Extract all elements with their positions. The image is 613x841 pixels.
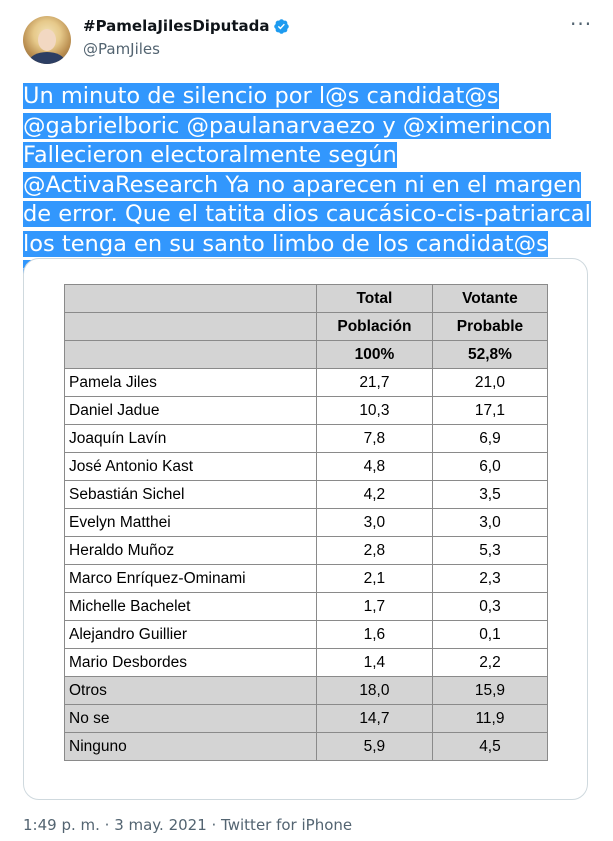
table-header-row (65, 285, 548, 313)
table-row (65, 649, 548, 677)
header-cell: Total (316, 285, 432, 313)
candidate-name-cell: Alejandro Guillier (65, 621, 317, 649)
total-cell: 2,1 (316, 565, 432, 593)
table-row (65, 733, 548, 761)
probable-cell: 21,0 (432, 369, 547, 397)
total-cell: 1,7 (316, 593, 432, 621)
table-row (65, 397, 548, 425)
avatar[interactable] (23, 16, 71, 64)
total-cell: 10,3 (316, 397, 432, 425)
tweet-timestamp[interactable]: 1:49 p. m. · 3 may. 2021 · Twitter for iPhone (23, 816, 353, 834)
table-header-row (65, 313, 548, 341)
table-row (65, 593, 548, 621)
author-handle[interactable]: @PamJiles (83, 40, 160, 58)
probable-cell: 6,9 (432, 425, 547, 453)
header-blank-cell (65, 341, 317, 369)
candidate-name-cell: Marco Enríquez-Ominami (65, 565, 317, 593)
probable-cell: 3,0 (432, 509, 547, 537)
total-cell: 14,7 (316, 705, 432, 733)
table-row (65, 677, 548, 705)
probable-cell: 3,5 (432, 481, 547, 509)
probable-cell: 0,1 (432, 621, 547, 649)
candidate-name-cell: Pamela Jiles (65, 369, 317, 397)
total-cell: 1,6 (316, 621, 432, 649)
more-options-icon[interactable]: ··· (570, 12, 593, 36)
candidate-name-cell: Daniel Jadue (65, 397, 317, 425)
avatar-face (38, 29, 56, 51)
total-cell: 4,2 (316, 481, 432, 509)
author-name[interactable]: #PamelaJilesDiputada (83, 17, 270, 35)
header-blank-cell (65, 313, 317, 341)
total-cell: 1,4 (316, 649, 432, 677)
table-row (65, 537, 548, 565)
candidate-name-cell: Sebastián Sichel (65, 481, 317, 509)
candidate-name-cell: Evelyn Matthei (65, 509, 317, 537)
table-row (65, 453, 548, 481)
table-row (65, 621, 548, 649)
probable-cell: 15,9 (432, 677, 547, 705)
table-row (65, 565, 548, 593)
candidate-name-cell: Heraldo Muñoz (65, 537, 317, 565)
poll-table (64, 284, 548, 761)
total-cell: 5,9 (316, 733, 432, 761)
probable-cell: 5,3 (432, 537, 547, 565)
candidate-name-cell: Otros (65, 677, 317, 705)
table-row (65, 705, 548, 733)
tweet-image[interactable] (23, 258, 588, 800)
total-cell: 4,8 (316, 453, 432, 481)
probable-cell: 4,5 (432, 733, 547, 761)
header-cell: 100% (316, 341, 432, 369)
author-name-row[interactable] (83, 17, 290, 35)
candidate-name-cell: José Antonio Kast (65, 453, 317, 481)
candidate-name-cell: Joaquín Lavín (65, 425, 317, 453)
table-row (65, 481, 548, 509)
table-row (65, 369, 548, 397)
header-cell: 52,8% (432, 341, 547, 369)
header-cell: Población (316, 313, 432, 341)
probable-cell: 17,1 (432, 397, 547, 425)
probable-cell: 2,3 (432, 565, 547, 593)
probable-cell: 6,0 (432, 453, 547, 481)
table-header-row (65, 341, 548, 369)
total-cell: 18,0 (316, 677, 432, 705)
candidate-name-cell: Mario Desbordes (65, 649, 317, 677)
table-row (65, 425, 548, 453)
total-cell: 21,7 (316, 369, 432, 397)
candidate-name-cell: Michelle Bachelet (65, 593, 317, 621)
header-cell: Probable (432, 313, 547, 341)
candidate-name-cell: No se (65, 705, 317, 733)
probable-cell: 2,2 (432, 649, 547, 677)
total-cell: 3,0 (316, 509, 432, 537)
verified-badge-icon (273, 18, 290, 35)
tweet-text-selection: Un minuto de silencio por l@s candidat@s @gabrielboric @paulanarvaezo y @ximerincon Fallecieron electoralmente según @ActivaResearch Ya no aparecen ni en el margen de error. Que el tatita dios caucásico-cis-patriarcal los tenga en su santo limbo de los candidat@s (23, 83, 591, 286)
avatar-body (29, 52, 65, 64)
table-row (65, 509, 548, 537)
total-cell: 7,8 (316, 425, 432, 453)
probable-cell: 0,3 (432, 593, 547, 621)
total-cell: 2,8 (316, 537, 432, 565)
candidate-name-cell: Ninguno (65, 733, 317, 761)
probable-cell: 11,9 (432, 705, 547, 733)
header-cell: Votante (432, 285, 547, 313)
header-blank-cell (65, 285, 317, 313)
